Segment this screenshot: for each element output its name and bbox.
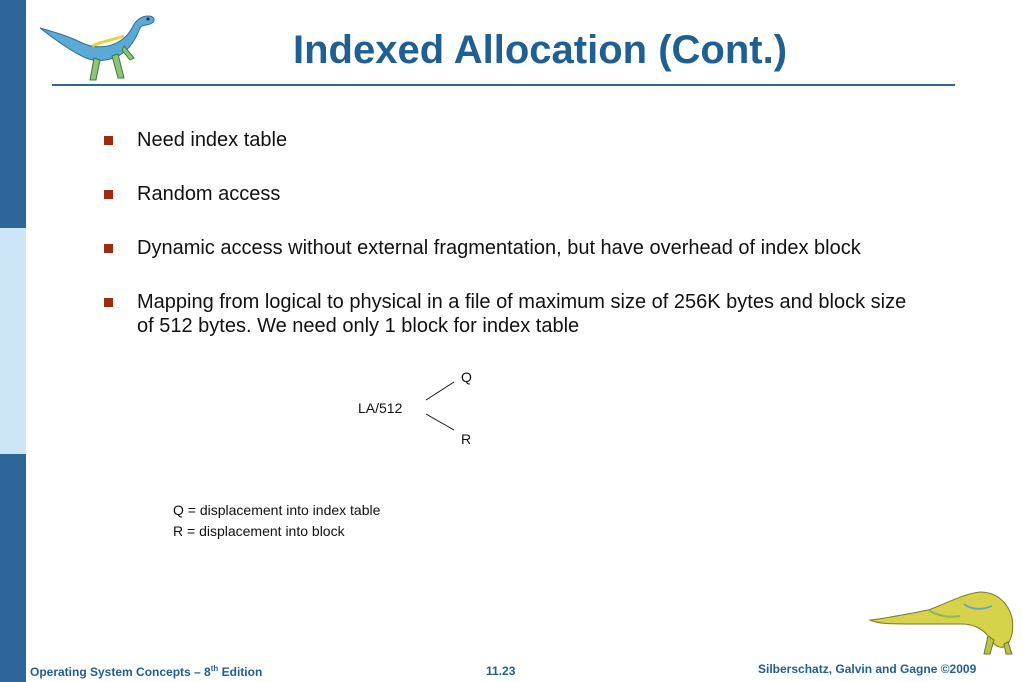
bullet-item (104, 236, 924, 260)
bullet-item (104, 128, 924, 152)
remainder-label: R (461, 431, 472, 447)
bullet-text: Need index table (137, 129, 288, 151)
square-bullet-icon (104, 298, 113, 307)
square-bullet-icon (104, 244, 113, 253)
page-title: Indexed Allocation (Cont.) (292, 28, 788, 72)
definition-line: Q = displacement into index table (173, 502, 381, 518)
square-bullet-icon (104, 190, 113, 199)
definitions (173, 500, 380, 542)
dinosaur-footer-icon (868, 584, 1018, 656)
division-diagram (330, 360, 530, 460)
dividend-label: LA/512 (358, 400, 403, 416)
footer-authors: Silberschatz, Galvin and Gagne ©2009 (758, 662, 977, 676)
sidebar-segment (0, 454, 26, 682)
definition-line: R = displacement into block (173, 523, 345, 539)
footer-page-number: 11.23 (486, 664, 516, 678)
bullet-list (104, 128, 924, 338)
title-divider (52, 84, 955, 86)
bullet-item (104, 182, 924, 206)
bullet-text: Mapping from logical to physical in a file of maximum size of 256K bytes and block size of 512 bytes. We need only 1 block for index table (137, 291, 907, 337)
sidebar (0, 0, 26, 682)
bullet-text: Random access (137, 183, 281, 205)
square-bullet-icon (104, 136, 113, 145)
footer-book-title: Operating System Concepts – 8th Edition (30, 664, 263, 679)
quotient-label: Q (461, 369, 472, 385)
bullet-item (104, 290, 924, 338)
bullet-text: Dynamic access without external fragmentation, but have overhead of index block (137, 237, 861, 259)
sidebar-segment (0, 228, 26, 454)
